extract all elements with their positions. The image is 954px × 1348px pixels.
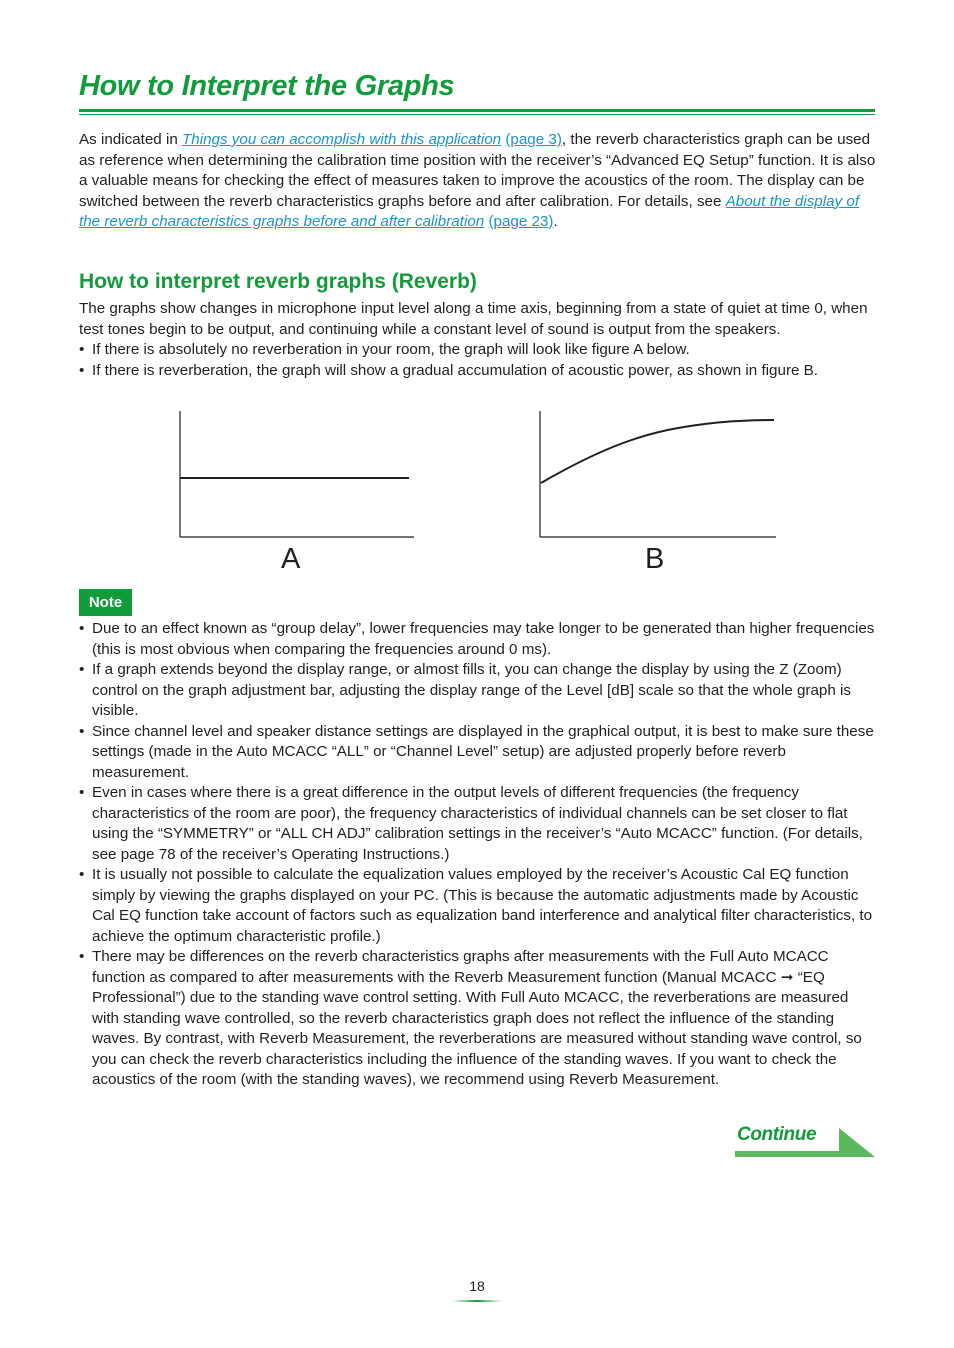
figure-a-graph [178, 410, 414, 540]
title-rule-thick [79, 109, 875, 112]
note-bullet-item: • Even in cases where there is a great difference in the output levels of different frequencies (the frequency characteristics of the room are poor), the frequency characteristics of individual channels can be set closer to flat using the “SYMMETRY” or “ALL CH ADJ” calibration settings in the receiver’s “Auto MCACC” function. (For details, see page 78 of the receiver’s Operating Instructions.) [79, 783, 879, 865]
figure-b-level-curve [541, 420, 774, 483]
link-1-title: Things you can accomplish with this application [182, 131, 502, 148]
note-bullet-list [79, 619, 879, 1091]
note-bullet-item: • If a graph extends beyond the display range, or almost fills it, you can change the display by using the Z (Zoom) control on the graph adjustment bar, adjusting the display range of the Level [dB] scale so that the whole graph is visible. [79, 660, 879, 722]
section-bullet-list [79, 340, 879, 381]
note-badge: Note [79, 589, 132, 616]
note-bullet-item: • It is usually not possible to calculate the equalization values employed by the receiver’s Acoustic Cal EQ function simply by viewing the graphs displayed on your PC. (This is because the automatic adjustments made by Acoustic Cal EQ function take account of factors such as equalization band interference and analytical filter characteristics, to achieve the optimum characteristic profile.) [79, 865, 879, 947]
intro-paragraph [79, 130, 879, 233]
note-bullet-item: • Due to an effect known as “group delay”, lower frequencies may take longer to be generated than higher frequencies (this is most obvious when comparing the frequencies around 0 ms). [79, 619, 879, 660]
note-section [79, 619, 879, 1091]
section-body-text: The graphs show changes in microphone input level along a time axis, beginning from a state of quiet at time 0, when test tones begin to be output, and continuing while a constant level of sound is output from the speakers. [79, 300, 868, 338]
section-bullet-item: • If there is absolutely no reverberation in your room, the graph will look like figure A below. [79, 340, 879, 361]
link-things-you-can-accomplish[interactable] [182, 131, 562, 148]
page-number-rule [452, 1300, 502, 1302]
note-bullet-item: • Since channel level and speaker distance settings are displayed in the graphical output, it is best to make sure these settings (made in the Auto MCACC “ALL” or “Channel Level” setup) are adjusted properly before reverb measurement. [79, 722, 879, 784]
figure-b-label: B [645, 543, 665, 575]
section-body [79, 299, 879, 381]
intro-text-1: As indicated in [79, 131, 182, 148]
intro-text-2: , the reverb characteristics graph can be used as reference when determining the calibration time position with the receiver’s “Advanced EQ Setup” function. It is also a valuable means for checking the effect of measures taken to improve the acoustics of the room. The display can be switched between the reverb characteristics graphs before and after calibration. For details, see [79, 131, 876, 210]
section-heading: How to interpret reverb graphs (Reverb) [79, 270, 477, 293]
page-title: How to Interpret the Graphs [79, 70, 455, 102]
figure-a-label: A [281, 543, 301, 575]
page-number: 18 [469, 1278, 485, 1294]
intro-text-3: . [553, 213, 558, 230]
link-2-page: (page 23) [488, 213, 554, 230]
title-rule-thin [79, 114, 875, 115]
section-bullet-item: • If there is reverberation, the graph will show a gradual accumulation of acoustic power, as shown in figure B. [79, 361, 879, 382]
continue-label: Continue [737, 1124, 817, 1145]
link-2-title: About the display of the reverb characteristics graphs before and after calibration [79, 192, 860, 230]
title-rule [79, 109, 875, 116]
figure-b-graph [538, 410, 776, 540]
continue-button[interactable] [735, 1124, 875, 1158]
note-bullet-item: • There may be differences on the reverb characteristics graphs after measurements with the Full Auto MCACC function as compared to after measurements with the Reverb Measurement function (Manual MCACC ➞ “EQ Professional”) due to the standing wave control setting. With Full Auto MCACC, the reverberations are measured with standing wave controlled, so the reverb characteristics graph does not reflect the influence of the standing waves. By contrast, with Reverb Measurement, the reverberations are measured without standing wave control, so you can check the reverb characteristics including the influence of the standing waves. If you want to check the acoustics of the room (with the standing waves), we recommend using Reverb Measurement. [79, 947, 879, 1091]
link-1-page: (page 3) [505, 131, 562, 148]
